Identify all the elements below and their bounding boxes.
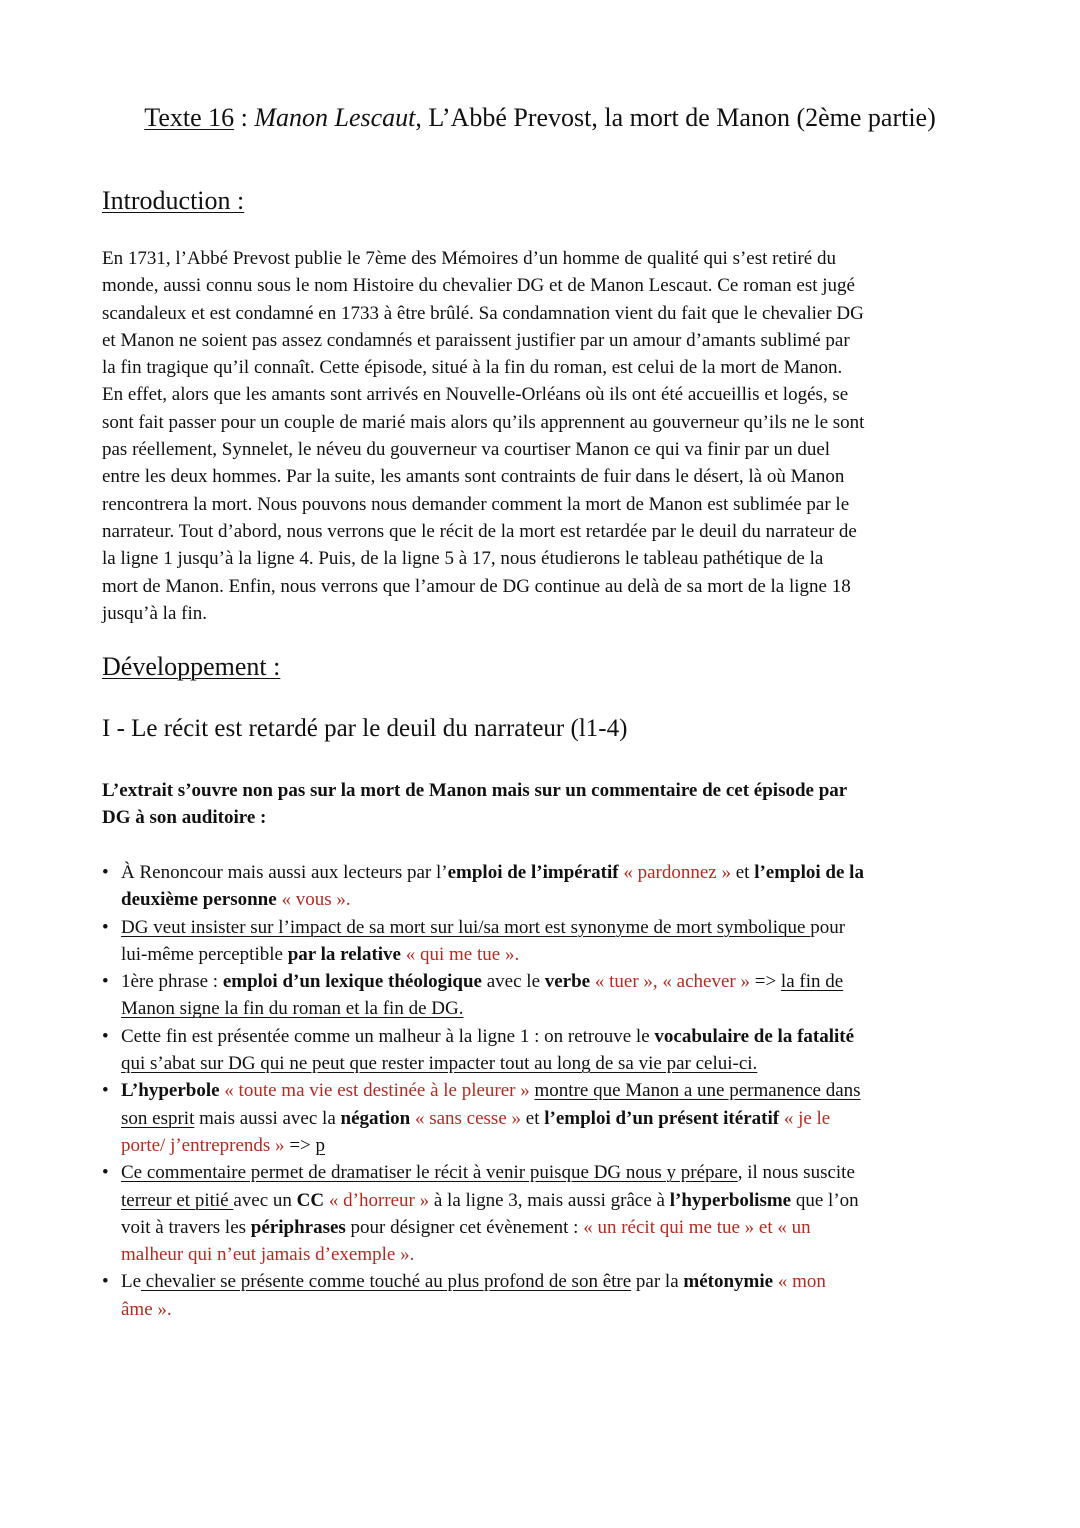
intro-line: scandaleux et est condamné en 1733 à être brûlé. Sa condamnation vient du fait que le chevalier DG bbox=[102, 302, 864, 324]
bullet-line bbox=[121, 886, 982, 913]
text-run-bold: négation bbox=[340, 1107, 411, 1129]
intro-line: et Manon ne soient pas assez condamnés et paraissent justifier par un amour d’amants sublimé par bbox=[102, 329, 850, 351]
quote-run: « vous ». bbox=[276, 889, 351, 911]
quote-run: « toute ma vie est destinée à le pleurer » bbox=[219, 1080, 530, 1102]
bullet-line bbox=[121, 941, 982, 968]
text-run-bold: verbe bbox=[544, 971, 591, 993]
bullet-line bbox=[121, 1214, 982, 1241]
quote-run: « tuer », « achever » bbox=[590, 971, 750, 993]
bullet-line bbox=[121, 1296, 982, 1323]
text-run: et bbox=[730, 862, 755, 883]
text-run: par la bbox=[631, 1271, 684, 1293]
text-run-underlined: Manon signe la fin du roman et la fin de DG. bbox=[121, 998, 464, 1020]
bullet-line bbox=[121, 1241, 982, 1268]
introduction-paragraph bbox=[102, 245, 982, 627]
bullet-line bbox=[121, 968, 982, 995]
bullet-line bbox=[121, 859, 982, 886]
text-run: pour bbox=[810, 916, 846, 938]
text-run-bold: métonymie bbox=[683, 1271, 774, 1293]
quote-run: malheur qui n’eut jamais d’exemple ». bbox=[121, 1244, 415, 1266]
text-run: lui-même perceptible bbox=[121, 943, 288, 965]
development-heading: Développement : bbox=[102, 652, 281, 681]
introduction-heading: Introduction : bbox=[102, 186, 245, 215]
text-run-underlined: son esprit bbox=[121, 1107, 195, 1129]
bullet-line bbox=[121, 1105, 982, 1132]
text-run-bold: vocabulaire de la fatalité bbox=[654, 1025, 855, 1047]
quote-run: « sans cesse » bbox=[410, 1107, 522, 1129]
text-run-bold: L’hyperbole bbox=[121, 1080, 220, 1102]
text-run: à la ligne 3, mais aussi grâce à bbox=[429, 1189, 670, 1211]
bullet-dot: • bbox=[102, 1025, 109, 1047]
text-run-underlined: qui s’abat sur DG qui ne peut que rester impacter tout au long de sa vie par celui-ci. bbox=[121, 1053, 758, 1075]
text-run: 1ère phrase : bbox=[121, 971, 223, 993]
title-separator: : bbox=[234, 103, 255, 132]
intro-line: monde, aussi connu sous le nom Histoire du chevalier DG et de Manon Lescaut. Ce roman est jugé bbox=[102, 275, 855, 297]
bullet-dot: • bbox=[102, 1080, 109, 1102]
text-run-bold: emploi de l’impératif bbox=[447, 862, 619, 883]
lead-line: L’extrait s’ouvre non pas sur la mort de Manon mais sur un commentaire de cet épisode par bbox=[102, 780, 848, 801]
intro-line: narrateur. Tout d’abord, nous verrons que le récit de la mort est retardée par le deuil du narrateur de bbox=[102, 520, 857, 542]
text-run-underlined: terreur et pitié bbox=[121, 1189, 234, 1211]
text-run: avec un bbox=[233, 1189, 297, 1211]
list-item bbox=[102, 1268, 982, 1323]
bullet-line bbox=[121, 995, 982, 1022]
text-run-underlined: DG veut insister sur l’impact de sa mort sur lui/sa mort est synonyme de mort symbolique bbox=[121, 916, 811, 938]
intro-line: En effet, alors que les amants sont arrivés en Nouvelle-Orléans où ils ont été accueillis et logés, se bbox=[102, 384, 849, 406]
text-run-underlined: chevalier se présente comme touché au plus profond de son être bbox=[141, 1271, 632, 1293]
text-run-bold: l’emploi de la bbox=[754, 862, 864, 883]
text-run: que l’on bbox=[791, 1189, 859, 1211]
list-item bbox=[102, 859, 982, 914]
list-item bbox=[102, 968, 982, 1023]
part1-title: I - Le récit est retardé par le deuil du narrateur (l1-4) bbox=[102, 715, 628, 742]
quote-run: « pardonnez » bbox=[618, 862, 731, 883]
text-run: mais aussi avec la bbox=[194, 1107, 341, 1129]
intro-line: rencontrera la mort. Nous pouvons nous demander comment la mort de Manon est sublimée par le bbox=[102, 493, 850, 515]
quote-run: « je le bbox=[779, 1107, 831, 1129]
page-title bbox=[0, 100, 1080, 136]
text-run-underlined: montre que Manon a une permanence dans bbox=[534, 1080, 861, 1102]
lead-line: DG à son auditoire : bbox=[102, 807, 267, 829]
bullet-dot: • bbox=[102, 916, 109, 938]
text-run: Le bbox=[121, 1271, 142, 1293]
list-item bbox=[102, 1023, 982, 1078]
quote-run: porte/ j’entreprends » bbox=[121, 1134, 285, 1156]
text-run-bold: emploi d’un lexique théologique bbox=[222, 971, 482, 993]
bullet-line bbox=[121, 1159, 982, 1186]
bullet-line bbox=[121, 1077, 982, 1104]
intro-line: jusqu’à la fin. bbox=[102, 602, 208, 624]
bullet-line bbox=[121, 1268, 982, 1295]
text-run-underlined: Ce commentaire permet de dramatiser le récit à venir puisque DG nous y prépare bbox=[121, 1162, 738, 1184]
intro-line: entre les deux hommes. Par la suite, les amants sont contraints de fuir dans le désert, là où Manon bbox=[102, 466, 845, 488]
list-item bbox=[102, 914, 982, 969]
text-run: et bbox=[521, 1107, 545, 1129]
text-run: Cette fin est présentée comme un malheur à la ligne 1 : on retrouve le bbox=[121, 1025, 655, 1047]
text-run-bold: deuxième personne bbox=[121, 889, 277, 911]
text-run-bold: périphrases bbox=[250, 1216, 346, 1238]
bullet-list bbox=[102, 859, 982, 1323]
text-run: => bbox=[284, 1134, 316, 1156]
bullet-dot: • bbox=[102, 971, 109, 993]
intro-line: sont fait passer pour un couple de marié mais alors qu’ils apprennent au gouverneur qu’ils ne le sont bbox=[102, 411, 865, 433]
bullet-dot: • bbox=[102, 1271, 109, 1293]
text-run-underlined: la fin de bbox=[780, 971, 844, 993]
text-run: voit à travers les bbox=[121, 1216, 251, 1238]
text-run: => bbox=[749, 971, 781, 993]
intro-line: pas réellement, Synnelet, le néveu du gouverneur va courtiser Manon ce qui va finir par un duel bbox=[102, 439, 831, 461]
text-run: avec le bbox=[481, 971, 545, 993]
bullet-dot: • bbox=[102, 1162, 109, 1184]
title-work: Manon Lescaut bbox=[254, 103, 416, 132]
list-item bbox=[102, 1077, 982, 1159]
title-rest: , L’Abbé Prevost, la mort de Manon (2ème partie) bbox=[415, 103, 936, 132]
quote-run: « qui me tue ». bbox=[401, 943, 520, 965]
bullet-line bbox=[121, 1050, 982, 1077]
bullet-dot: • bbox=[102, 862, 109, 883]
intro-line: mort de Manon. Enfin, nous verrons que l’amour de DG continue au delà de sa mort de la ligne 18 bbox=[102, 575, 851, 597]
intro-line: la fin tragique qu’il connaît. Cette épisode, situé à la fin du roman, est celui de la mort de Manon. bbox=[102, 357, 843, 379]
title-text-label: Texte 16 bbox=[144, 103, 235, 132]
bullet-line bbox=[121, 1023, 982, 1050]
quote-run: « mon bbox=[773, 1271, 826, 1293]
text-run-underlined: p bbox=[315, 1134, 325, 1156]
intro-line: En 1731, l’Abbé Prevost publie le 7ème des Mémoires d’un homme de qualité qui s’est retiré du bbox=[102, 248, 836, 269]
quote-run: âme ». bbox=[121, 1298, 172, 1320]
text-run: À Renoncour mais aussi aux lecteurs par l’ bbox=[121, 862, 448, 883]
text-run-bold: l’emploi d’un présent itératif bbox=[544, 1107, 780, 1129]
bullet-line bbox=[121, 914, 982, 941]
text-run: pour désigner cet évènement : bbox=[345, 1216, 584, 1238]
part1-lead bbox=[102, 777, 982, 832]
bullet-line bbox=[121, 1187, 982, 1214]
text-run: , il nous suscite bbox=[737, 1162, 855, 1184]
text-run-bold: CC bbox=[296, 1189, 325, 1211]
text-run-bold: l’hyperbolisme bbox=[669, 1189, 792, 1211]
text-run-bold: par la relative bbox=[287, 943, 401, 965]
quote-run: « d’horreur » bbox=[324, 1189, 430, 1211]
bullet-line bbox=[121, 1132, 982, 1159]
list-item bbox=[102, 1159, 982, 1268]
intro-line: la ligne 1 jusqu’à la ligne 4. Puis, de la ligne 5 à 17, nous étudierons le tableau pathétique de la bbox=[102, 548, 824, 570]
quote-run: « un récit qui me tue » et « un bbox=[583, 1216, 811, 1238]
